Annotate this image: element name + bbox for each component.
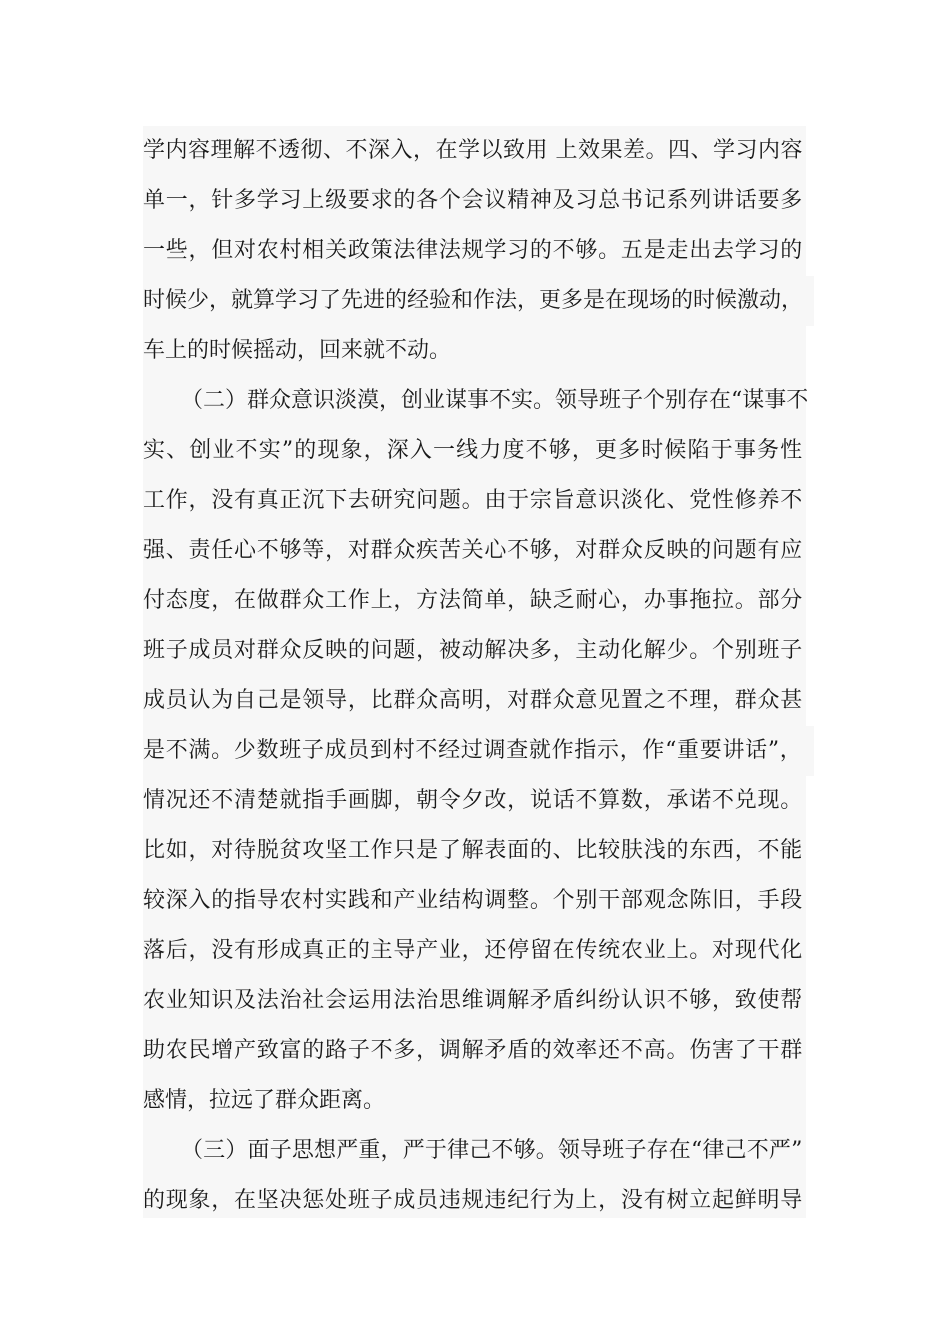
paragraph-line: 助农民增产致富的路子不多，调解矛盾的效率还不高。伤害了干群 xyxy=(143,1038,804,1063)
paragraph-line: 的现象，在坚决惩处班子成员违规违纪行为上，没有树立起鲜明导 xyxy=(143,1188,804,1213)
paragraph-line: 比如，对待脱贫攻坚工作只是了解表面的、比较肤浅的东西，不能 xyxy=(143,838,804,863)
paragraph-line: 一些，但对农村相关政策法律法规学习的不够。五是走出去学习的 xyxy=(143,238,804,263)
paragraph-line: 较深入的指导农村实践和产业结构调整。个别干部观念陈旧，手段 xyxy=(143,888,804,913)
paragraph-line: 实、创业不实”的现象，深入一线力度不够，更多时候陷于事务性 xyxy=(143,438,804,463)
paragraph-line: 落后，没有形成真正的主导产业，还停留在传统农业上。对现代化 xyxy=(143,938,804,963)
line-overflow-shade xyxy=(806,276,814,326)
line-overflow-shade xyxy=(806,726,814,776)
paragraph-line: 农业知识及法治社会运用法治思维调解矛盾纠纷认识不够，致使帮 xyxy=(143,988,804,1013)
paragraph-line: 单一，针多学习上级要求的各个会议精神及习总书记系列讲话要多 xyxy=(143,188,804,213)
section-heading-line: （二）群众意识淡漠，创业谋事不实。领导班子个别存在“谋事不 xyxy=(181,388,809,413)
section-heading-line: （三）面子思想严重，严于律己不够。领导班子存在“律己不严” xyxy=(181,1138,803,1163)
paragraph-line: 班子成员对群众反映的问题，被动解决多，主动化解少。个别班子 xyxy=(143,638,804,663)
paragraph-line: 是不满。少数班子成员到村不经过调查就作指示，作“重要讲话”， xyxy=(143,738,803,763)
paragraph-line: 付态度，在做群众工作上，方法简单，缺乏耐心，办事拖拉。部分 xyxy=(143,588,804,613)
paragraph-line: 时候少，就算学习了先进的经验和作法，更多是在现场的时候激动， xyxy=(143,288,804,313)
paragraph-line: 工作，没有真正沉下去研究问题。由于宗旨意识淡化、党性修养不 xyxy=(143,488,804,513)
paragraph-line: 强、责任心不够等，对群众疾苦关心不够，对群众反映的问题有应 xyxy=(143,538,804,563)
paragraph-line: 车上的时候摇动，回来就不动。 xyxy=(143,338,452,363)
paragraph-line: 感情，拉远了群众距离。 xyxy=(143,1088,386,1113)
paragraph-line: 学内容理解不透彻、不深入，在学以致用 上效果差。四、学习内容 xyxy=(143,138,803,163)
paragraph-line: 情况还不清楚就指手画脚，朝令夕改，说话不算数，承诺不兑现。 xyxy=(143,788,804,813)
paragraph-line: 成员认为自己是领导，比群众高明，对群众意见置之不理，群众甚 xyxy=(143,688,804,713)
